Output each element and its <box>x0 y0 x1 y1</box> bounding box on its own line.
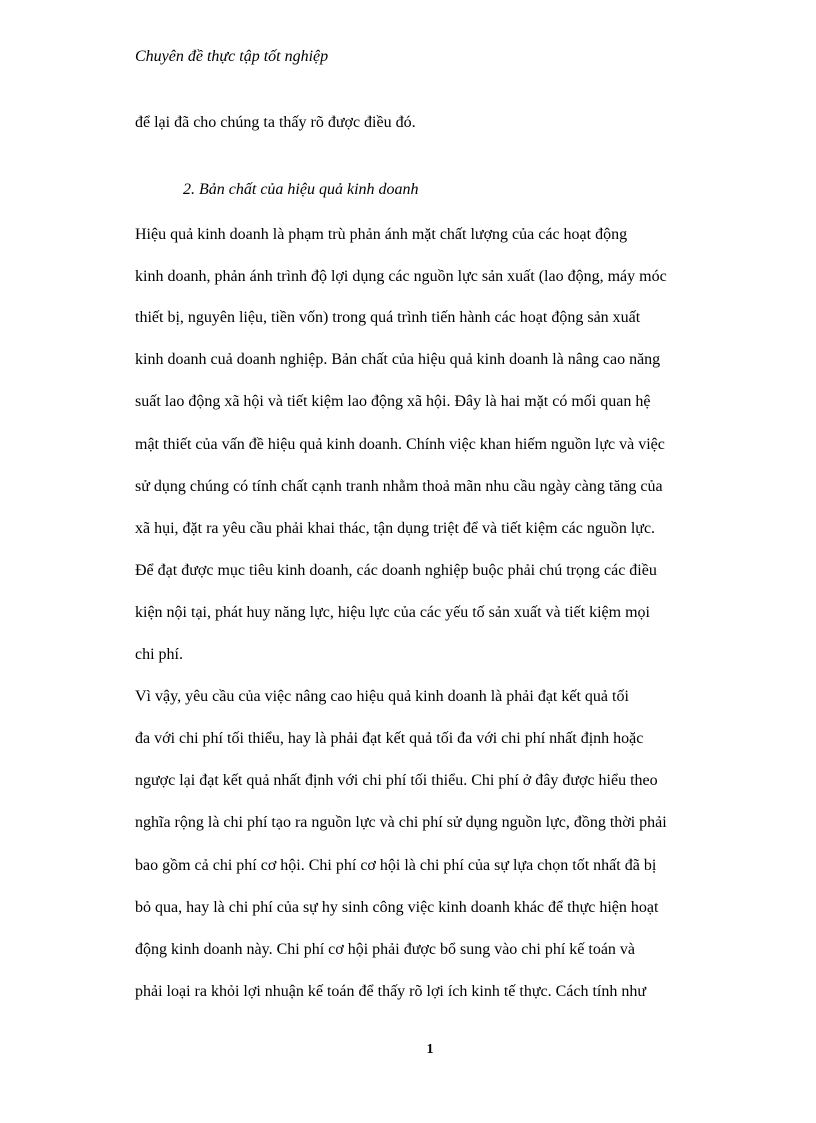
section-heading: 2. Bản chất của hiệu quả kinh doanh <box>183 181 419 198</box>
paragraph-line: bỏ qua, hay là chi phí của sự hy sinh công việc kinh doanh khác để thực hiện hoạt <box>135 899 659 916</box>
paragraph-line: Hiệu quả kinh doanh là phạm trù phản ánh mặt chất lượng của các hoạt động <box>135 226 628 243</box>
paragraph-line: mật thiết của vấn đề hiệu quả kinh doanh. Chính việc khan hiếm nguồn lực và việc <box>135 436 665 453</box>
intro-line: để lại đã cho chúng ta thấy rõ được điều đó. <box>135 114 416 131</box>
paragraph-line: Để đạt được mục tiêu kinh doanh, các doanh nghiệp buộc phải chú trọng các điều <box>135 562 657 579</box>
paragraph-line: kiện nội tại, phát huy năng lực, hiệu lực của các yếu tố sản xuất và tiết kiệm mọi <box>135 604 650 621</box>
paragraph-line: Vì vậy, yêu cầu của việc nâng cao hiệu quả kinh doanh là phải đạt kết quả tối <box>135 688 629 705</box>
paragraph-line: động kinh doanh này. Chi phí cơ hội phải được bổ sung vào chi phí kế toán và <box>135 941 636 958</box>
running-header: Chuyên đề thực tập tốt nghiệp <box>135 48 329 65</box>
paragraph-line: xã hụi, đặt ra yêu cầu phải khai thác, tận dụng triệt để và tiết kiệm các nguồn lực. <box>135 520 656 537</box>
paragraph-line: đa với chi phí tối thiểu, hay là phải đạt kết quả tối đa với chi phí nhất định hoặc <box>135 730 644 747</box>
paragraph-line: sử dụng chúng có tính chất cạnh tranh nhằm thoả mãn nhu cầu ngày càng tăng của <box>135 478 663 495</box>
paragraph-line: chi phí. <box>135 646 183 663</box>
paragraph-line: phải loại ra khỏi lợi nhuận kế toán để thấy rõ lợi ích kinh tế thực. Cách tính như <box>135 983 647 1000</box>
page-number: 1 <box>426 1042 434 1057</box>
paragraph-line: bao gồm cả chi phí cơ hội. Chi phí cơ hội là chi phí của sự lựa chọn tốt nhất đã bị <box>135 857 657 874</box>
paragraph-line: kinh doanh cuả doanh nghiệp. Bản chất của hiệu quả kinh doanh là nâng cao năng <box>135 351 661 368</box>
paragraph-line: kinh doanh, phản ánh trình độ lợi dụng các nguồn lực sản xuất (lao động, máy móc <box>135 268 667 285</box>
paragraph-line: ngược lại đạt kết quả nhất định với chi phí tối thiểu. Chi phí ở đây được hiểu theo <box>135 772 658 789</box>
paragraph-line: thiết bị, nguyên liệu, tiền vốn) trong quá trình tiến hành các hoạt động sản xuất <box>135 309 641 326</box>
paragraph-line: suất lao động xã hội và tiết kiệm lao động xã hội. Đây là hai mặt có mối quan hệ <box>135 393 651 410</box>
paragraph-line: nghĩa rộng là chi phí tạo ra nguồn lực và chi phí sử dụng nguồn lực, đồng thời phải <box>135 814 667 831</box>
